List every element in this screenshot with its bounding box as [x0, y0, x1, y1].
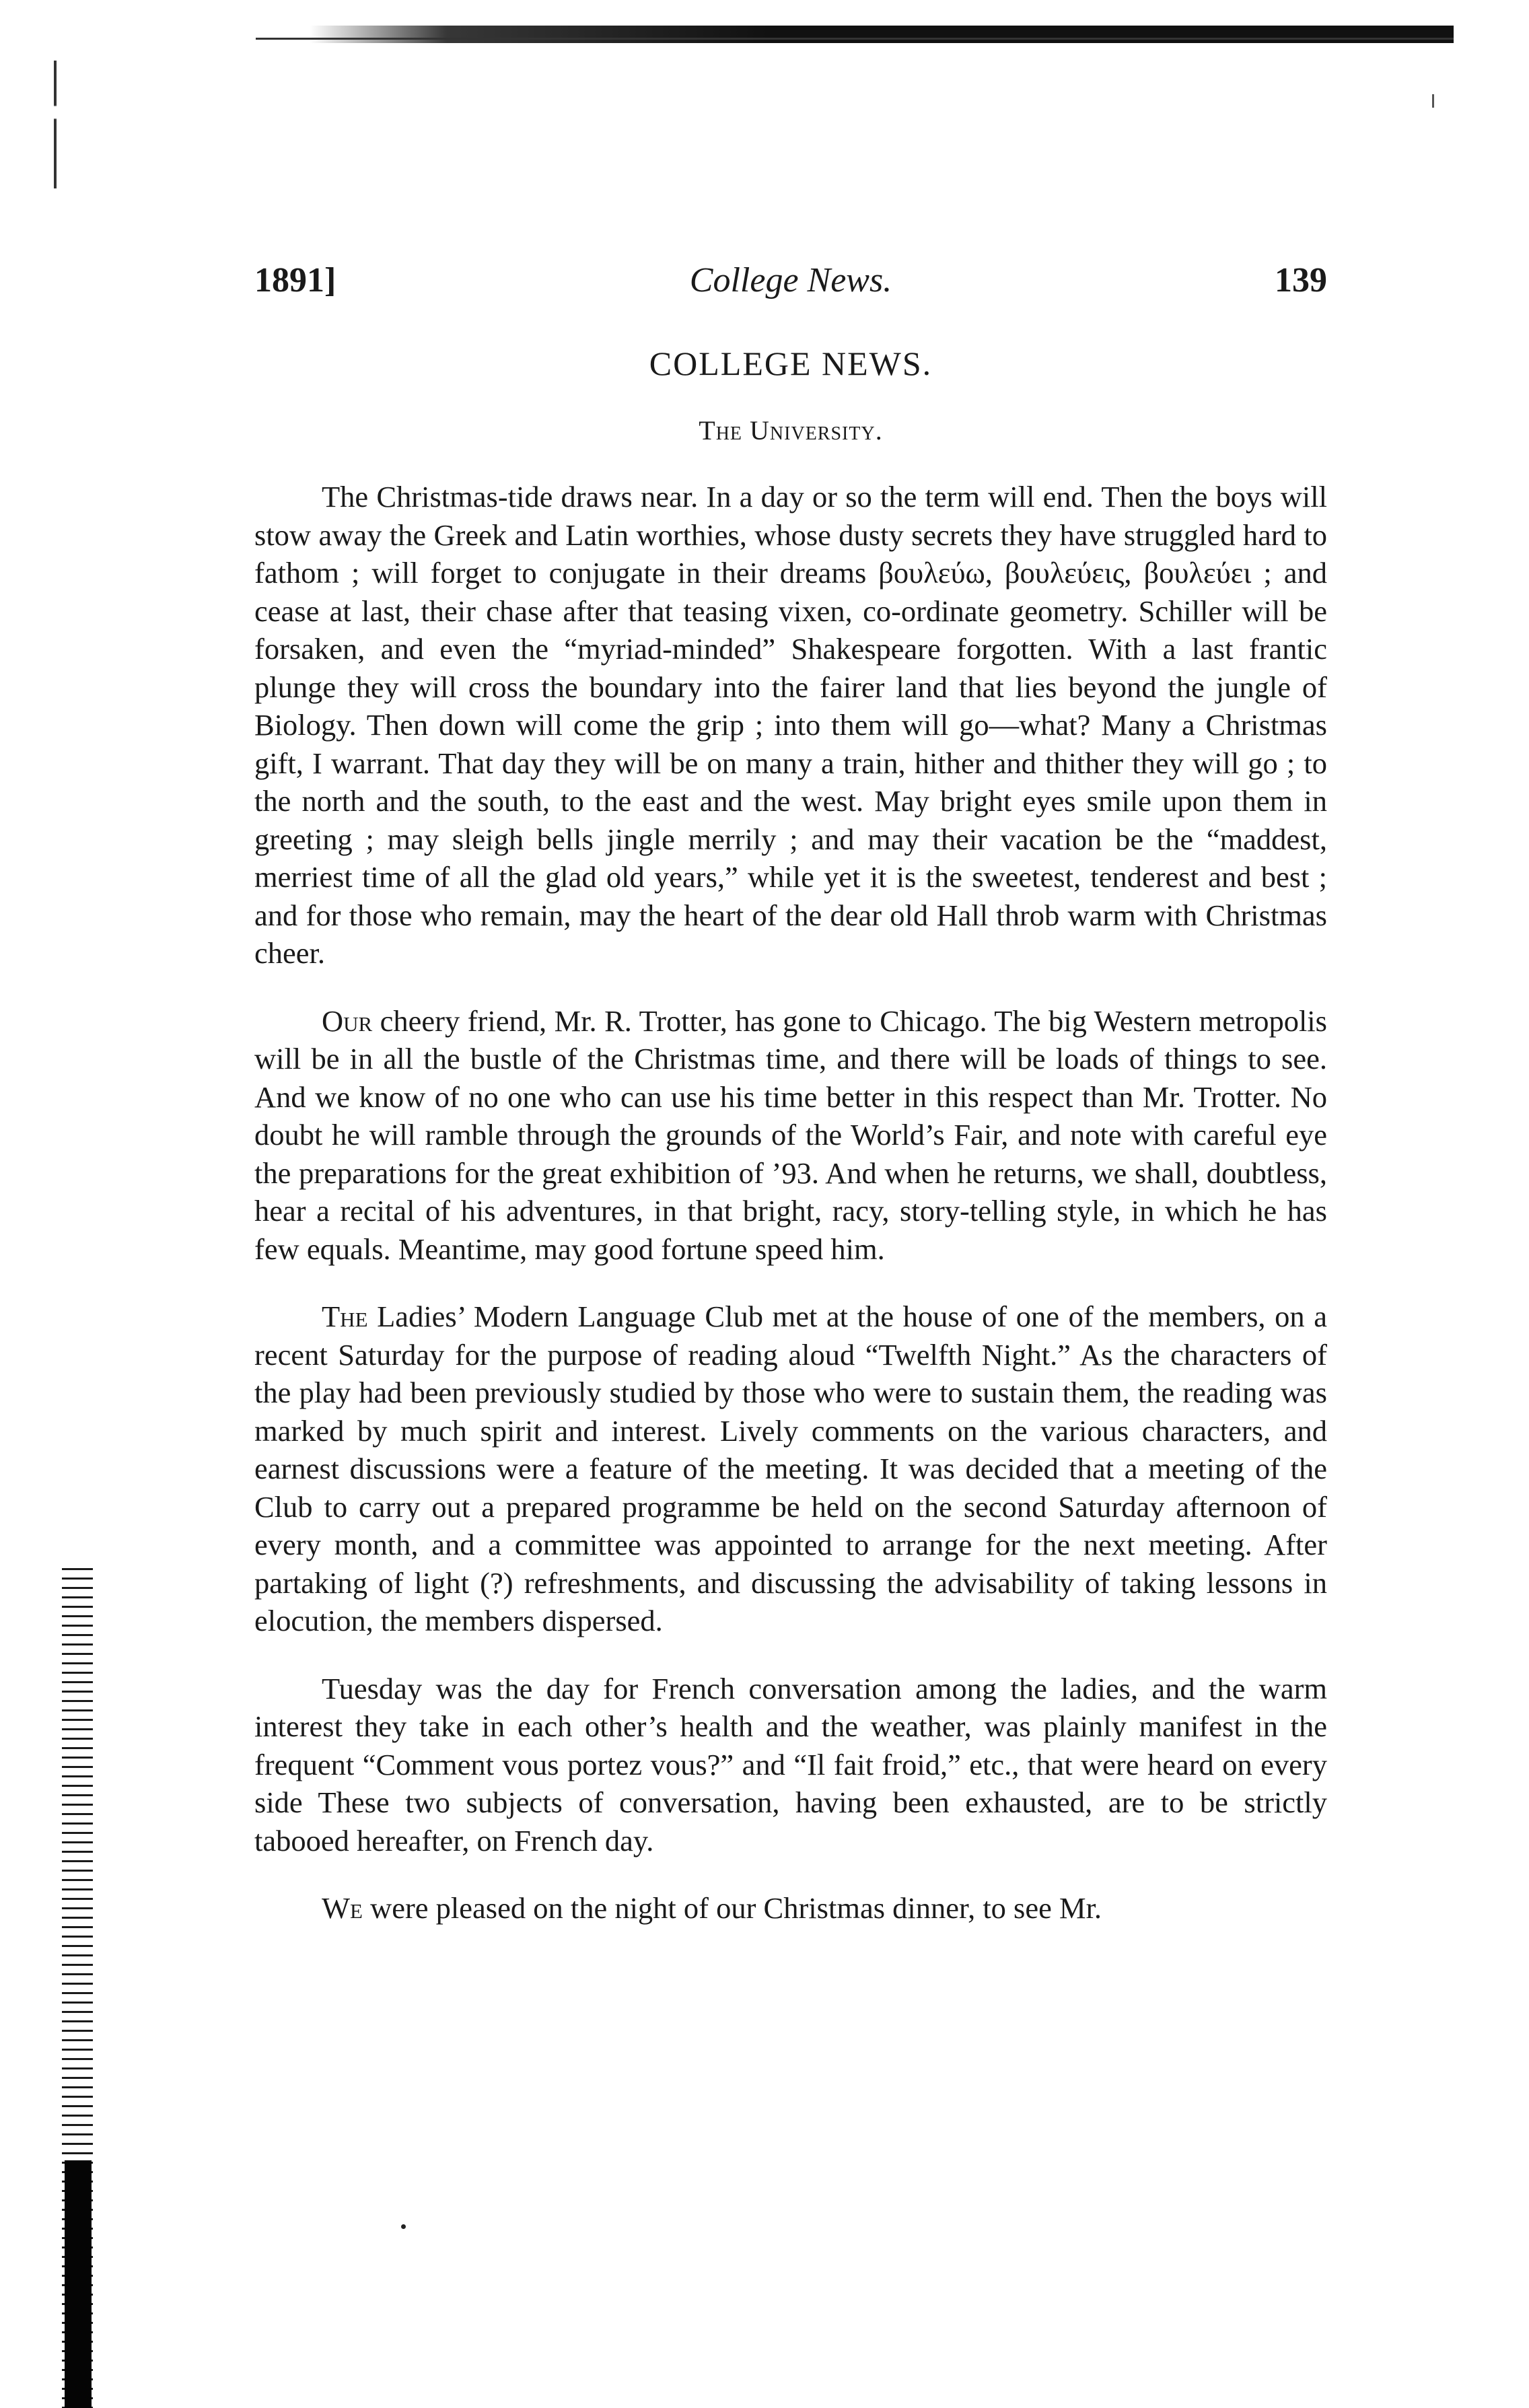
scan-speck-dot [401, 2224, 406, 2229]
scan-edge-top-line [256, 38, 1454, 40]
header-year: 1891] [254, 261, 336, 299]
scan-binding-edge [65, 2160, 92, 2408]
running-header [254, 257, 1327, 304]
running-title: College News. [689, 261, 892, 299]
paragraph-text: were pleased on the night of our Christmas dinner, to see Mr. [362, 1891, 1102, 1925]
paragraph-lead: The [322, 1300, 368, 1333]
paragraph-text: Ladies’ Modern Language Club met at the house of one of the members, on a recent Saturday for the purpose of reading aloud “Twelfth Night.” As the characters of the play had been previously studied by those who were to sustain them, the reading was marked by much spirit and interest. Lively comments on the various characters, and earnest discussions were a feature of the meeting. It was decided that a meeting of the Club to carry out a prepared programme be held on the second Saturday afternoon of every month, and a committee was appointed to arrange for the next meeting. After partaking of light (?) refreshments, and discussing the advisability of taking lessons in elocution, the members dispersed. [254, 1300, 1327, 1637]
scan-edge-left-mark [54, 61, 57, 188]
paragraph-language-club [254, 1298, 1327, 1640]
paragraph-christmas [254, 478, 1327, 972]
page-number: 139 [1275, 261, 1327, 299]
paragraph-text: cheery friend, Mr. R. Trotter, has gone to Chicago. The big Western metropolis will be in all the bustle of the Christmas time, and there will be loads of things to see. And we know of no one who can use his time better in this respect than Mr. Trotter. No doubt he will ramble through the grounds of the World’s Fair, and note with careful eye the preparations for the great exhibition of ’93. And when he returns, we shall, doubtless, hear a recital of his adventures, in that bright, racy, story-telling style, in which he has few equals. Meantime, may good fortune speed him. [254, 1003, 1327, 1266]
paragraph-lead: We [322, 1891, 363, 1925]
paragraph-text: The Christmas-tide draws near. In a day or so the term will end. Then the boys will stow away the Greek and Latin worthies, whose dusty secrets they have struggled hard to fathom ; will forget to conjugate in their dreams βουλεύω, βουλεύεις, βουλεύει ; and cease at last, their chase after that teasing vixen, co-ordinate geometry. Schiller will be forsaken, and even the “myriad-minded” Shakespeare forgotten. With a last frantic plunge they will cross the boundary into the fairer land that lies beyond the jungle of Biology. Then down will come the grip ; into them will go—what? Many a Christmas gift, I warrant. That day they will be on many a train, hither and thither they will go ; to the north and the south, to the east and the west. May bright eyes smile upon them in greeting ; may sleigh bells jingle merrily ; and may their vacation be the “maddest, merriest time of all the glad old years,” while yet it is the sweetest, tenderest and best ; and for those who remain, may the heart of the dear old Hall throb warm with Christmas cheer. [254, 480, 1327, 970]
subsection-title: The University. [699, 415, 883, 446]
paragraph-french-day [254, 1670, 1327, 1860]
paragraph-trotter [254, 1002, 1327, 1269]
paragraph-text: Tuesday was the day for French conversation among the ladies, and the warm interest they take in each other’s health and the weather, was plainly manifest in the frequent “Comment vous portez vous?” and “Il fait froid,” etc., that were heard on every side These two subjects of conversation, having been exhausted, are to be strictly tabooed hereafter, on French day. [254, 1671, 1327, 1857]
scan-edge-top [310, 26, 1454, 43]
article-body [254, 478, 1327, 1927]
paragraph-christmas-dinner [254, 1889, 1327, 1927]
section-title: COLLEGE NEWS. [649, 345, 933, 382]
paragraph-lead: Our [322, 1003, 373, 1038]
scan-speck [1432, 94, 1434, 108]
